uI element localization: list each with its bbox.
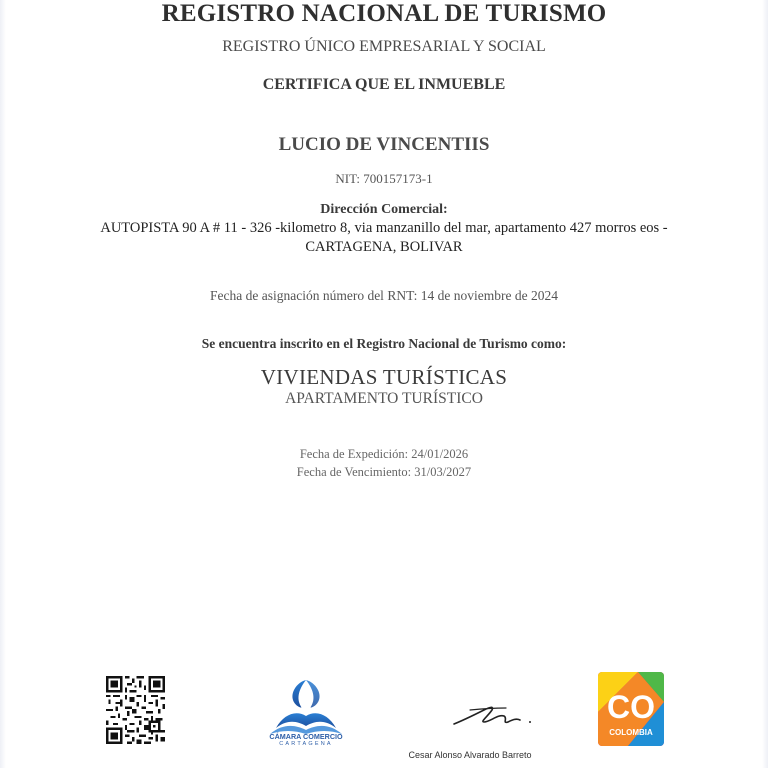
colombia-co-logo-icon — [598, 672, 664, 746]
signature-icon — [450, 700, 542, 730]
rnt-assignment-date: Fecha de asignación número del RNT: 14 de noviembre de 2024 — [210, 288, 558, 303]
signer-name: Cesar Alonso Alvarado Barreto — [408, 750, 532, 760]
document-title: REGISTRO NACIONAL DE TURISMO — [161, 0, 607, 27]
certifies-heading: CERTIFICA QUE EL INMUEBLE — [262, 76, 506, 93]
registration-category: VIVIENDAS TURÍSTICAS — [260, 365, 508, 389]
co-logo-sub: COLOMBIA — [609, 728, 653, 737]
owner-nit: NIT: 700157173-1 — [335, 171, 433, 186]
qr-code-icon[interactable] — [106, 676, 165, 744]
issue-date: Fecha de Expedición: 24/01/2026 — [299, 447, 469, 461]
registration-subcategory: APARTAMENTO TURÍSTICO — [285, 390, 483, 407]
co-logo-text: CO — [607, 689, 655, 725]
camara-comercio-city: CARTAGENA — [279, 741, 333, 747]
document-subtitle: REGISTRO ÚNICO EMPRESARIAL Y SOCIAL — [222, 38, 546, 55]
address-label: Dirección Comercial: — [320, 202, 448, 217]
address-line-2: CARTAGENA, BOLIVAR — [305, 239, 463, 255]
expiry-date: Fecha de Vencimiento: 31/03/2027 — [296, 465, 472, 479]
address-line-1: AUTOPISTA 90 A # 11 - 326 -kilometro 8, via manzanillo del mar, apartamento 427 morros eos - — [100, 220, 668, 236]
registration-statement: Se encuentra inscrito en el Registro Nacional de Turismo como: — [201, 336, 567, 351]
owner-name: LUCIO DE VINCENTIIS — [278, 134, 490, 155]
camara-comercio-name: CÁMARA COMERCIO — [269, 732, 343, 741]
